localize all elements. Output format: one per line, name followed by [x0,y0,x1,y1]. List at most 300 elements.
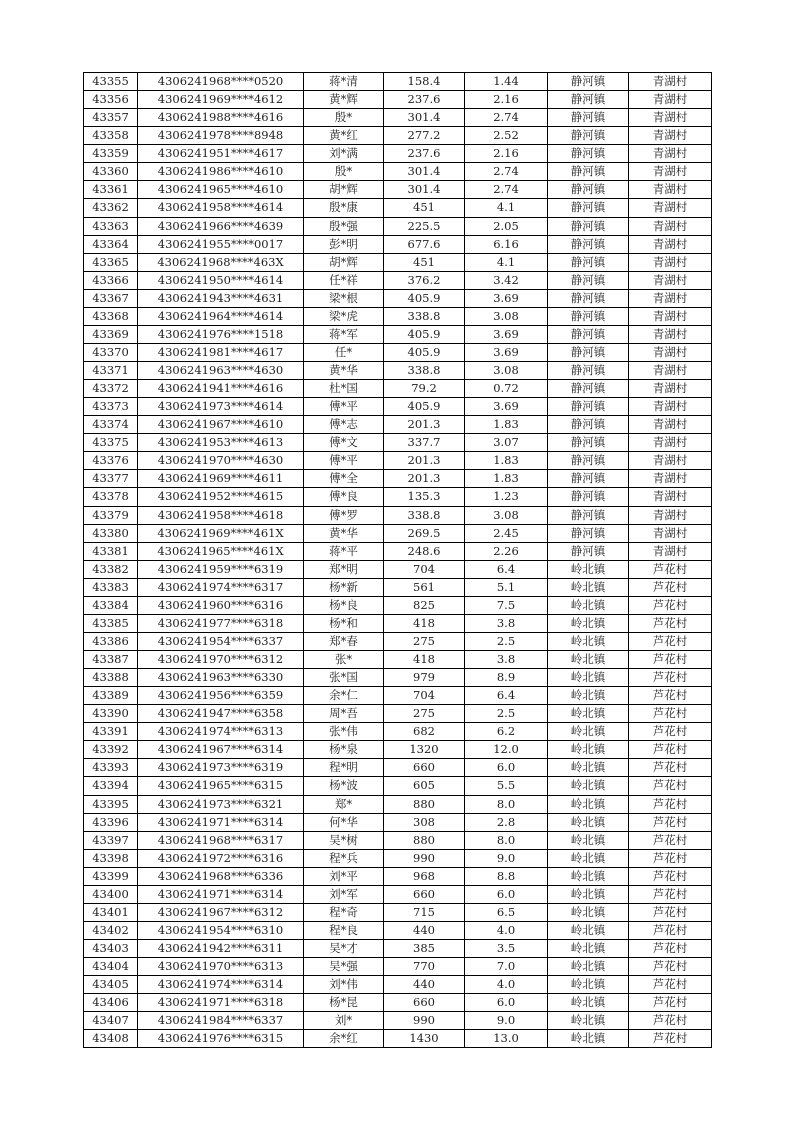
id-number-cell: 4306241964****4614 [138,307,304,325]
area-cell: 6.2 [465,723,548,741]
town-cell: 静河镇 [548,199,629,217]
town-cell: 岭北镇 [548,831,629,849]
town-cell: 岭北镇 [548,560,629,578]
area-cell: 2.74 [465,181,548,199]
village-cell: 青湖村 [629,506,712,524]
id-number-cell: 4306241976****6315 [138,1030,304,1048]
town-cell: 岭北镇 [548,867,629,885]
area-cell: 6.0 [465,885,548,903]
serial-number-cell: 43357 [84,109,138,127]
name-cell: 杨*泉 [304,741,384,759]
serial-number-cell: 43388 [84,669,138,687]
area-cell: 8.9 [465,669,548,687]
id-number-cell: 4306241974****6317 [138,578,304,596]
serial-number-cell: 43355 [84,73,138,91]
name-cell: 傅*志 [304,416,384,434]
amount-cell: 338.8 [384,506,465,524]
serial-number-cell: 43378 [84,488,138,506]
table-row [84,976,712,994]
area-cell: 6.4 [465,687,548,705]
serial-number-cell: 43364 [84,235,138,253]
serial-number-cell: 43359 [84,145,138,163]
area-cell: 6.0 [465,994,548,1012]
table-row [84,741,712,759]
name-cell: 蒋*军 [304,325,384,343]
town-cell: 静河镇 [548,253,629,271]
id-number-cell: 4306241972****6316 [138,849,304,867]
village-cell: 芦花村 [629,867,712,885]
id-number-cell: 4306241966****4639 [138,217,304,235]
name-cell: 彭*明 [304,235,384,253]
table-row [84,380,712,398]
amount-cell: 385 [384,940,465,958]
name-cell: 杨*和 [304,614,384,632]
town-cell: 静河镇 [548,470,629,488]
amount-cell: 561 [384,578,465,596]
table-row [84,416,712,434]
amount-cell: 682 [384,723,465,741]
table-row [84,307,712,325]
village-cell: 青湖村 [629,91,712,109]
village-cell: 青湖村 [629,163,712,181]
id-number-cell: 4306241943****4631 [138,289,304,307]
serial-number-cell: 43380 [84,524,138,542]
area-cell: 6.4 [465,560,548,578]
name-cell: 郑*明 [304,560,384,578]
table-row [84,362,712,380]
id-number-cell: 4306241986****4610 [138,163,304,181]
table-row [84,831,712,849]
table-row [84,687,712,705]
name-cell: 程*明 [304,759,384,777]
id-number-cell: 4306241969****4612 [138,91,304,109]
name-cell: 梁*根 [304,289,384,307]
serial-number-cell: 43389 [84,687,138,705]
village-cell: 芦花村 [629,795,712,813]
village-cell: 芦花村 [629,976,712,994]
table-row [84,163,712,181]
area-cell: 1.44 [465,73,548,91]
amount-cell: 79.2 [384,380,465,398]
table-row [84,994,712,1012]
amount-cell: 301.4 [384,181,465,199]
id-number-cell: 4306241947****6358 [138,705,304,723]
area-cell: 3.08 [465,307,548,325]
amount-cell: 275 [384,632,465,650]
village-cell: 芦花村 [629,777,712,795]
town-cell: 静河镇 [548,343,629,361]
town-cell: 岭北镇 [548,976,629,994]
table-row [84,885,712,903]
village-cell: 青湖村 [629,289,712,307]
name-cell: 刘*伟 [304,976,384,994]
name-cell: 余*红 [304,1030,384,1048]
id-number-cell: 4306241950****4614 [138,271,304,289]
id-number-cell: 4306241970****4630 [138,452,304,470]
table-row [84,325,712,343]
id-number-cell: 4306241967****6314 [138,741,304,759]
village-cell: 芦花村 [629,885,712,903]
town-cell: 静河镇 [548,307,629,325]
serial-number-cell: 43366 [84,271,138,289]
name-cell: 程*良 [304,921,384,939]
village-cell: 青湖村 [629,307,712,325]
id-number-cell: 4306241971****6314 [138,885,304,903]
area-cell: 2.45 [465,524,548,542]
serial-number-cell: 43404 [84,958,138,976]
amount-cell: 225.5 [384,217,465,235]
id-number-cell: 4306241941****4616 [138,380,304,398]
town-cell: 静河镇 [548,127,629,145]
amount-cell: 704 [384,560,465,578]
amount-cell: 677.6 [384,235,465,253]
amount-cell: 880 [384,795,465,813]
village-cell: 芦花村 [629,849,712,867]
table-row [84,289,712,307]
village-cell: 芦花村 [629,940,712,958]
serial-number-cell: 43376 [84,452,138,470]
area-cell: 3.42 [465,271,548,289]
village-cell: 青湖村 [629,470,712,488]
village-cell: 芦花村 [629,687,712,705]
amount-cell: 301.4 [384,109,465,127]
village-cell: 青湖村 [629,325,712,343]
amount-cell: 660 [384,759,465,777]
amount-cell: 660 [384,994,465,1012]
amount-cell: 405.9 [384,325,465,343]
table-row [84,506,712,524]
amount-cell: 201.3 [384,452,465,470]
table-row [84,813,712,831]
id-number-cell: 4306241973****6319 [138,759,304,777]
name-cell: 傅*良 [304,488,384,506]
amount-cell: 248.6 [384,542,465,560]
area-cell: 3.8 [465,614,548,632]
table-row [84,669,712,687]
name-cell: 胡*辉 [304,253,384,271]
name-cell: 杨*昆 [304,994,384,1012]
village-cell: 芦花村 [629,596,712,614]
name-cell: 任* [304,343,384,361]
area-cell: 2.5 [465,632,548,650]
serial-number-cell: 43408 [84,1030,138,1048]
serial-number-cell: 43399 [84,867,138,885]
serial-number-cell: 43356 [84,91,138,109]
serial-number-cell: 43387 [84,651,138,669]
serial-number-cell: 43383 [84,578,138,596]
amount-cell: 338.8 [384,362,465,380]
id-number-cell: 4306241965****6315 [138,777,304,795]
name-cell: 刘* [304,1012,384,1030]
serial-number-cell: 43393 [84,759,138,777]
town-cell: 岭北镇 [548,777,629,795]
id-number-cell: 4306241976****1518 [138,325,304,343]
serial-number-cell: 43362 [84,199,138,217]
name-cell: 杨*波 [304,777,384,795]
serial-number-cell: 43391 [84,723,138,741]
id-number-cell: 4306241965****461X [138,542,304,560]
village-cell: 芦花村 [629,669,712,687]
table-row [84,723,712,741]
id-number-cell: 4306241978****8948 [138,127,304,145]
amount-cell: 660 [384,885,465,903]
table-row [84,795,712,813]
id-number-cell: 4306241971****6314 [138,813,304,831]
town-cell: 静河镇 [548,73,629,91]
id-number-cell: 4306241963****6330 [138,669,304,687]
area-cell: 4.0 [465,976,548,994]
amount-cell: 1430 [384,1030,465,1048]
table-row [84,705,712,723]
name-cell: 刘*满 [304,145,384,163]
name-cell: 傅*罗 [304,506,384,524]
serial-number-cell: 43368 [84,307,138,325]
amount-cell: 201.3 [384,470,465,488]
amount-cell: 825 [384,596,465,614]
area-cell: 2.16 [465,145,548,163]
amount-cell: 275 [384,705,465,723]
table-row [84,632,712,650]
id-number-cell: 4306241968****6317 [138,831,304,849]
amount-cell: 135.3 [384,488,465,506]
name-cell: 周*吾 [304,705,384,723]
village-cell: 青湖村 [629,416,712,434]
town-cell: 静河镇 [548,506,629,524]
town-cell: 岭北镇 [548,614,629,632]
serial-number-cell: 43396 [84,813,138,831]
id-number-cell: 4306241960****6316 [138,596,304,614]
area-cell: 12.0 [465,741,548,759]
town-cell: 静河镇 [548,91,629,109]
area-cell: 6.5 [465,903,548,921]
serial-number-cell: 43385 [84,614,138,632]
village-cell: 青湖村 [629,542,712,560]
serial-number-cell: 43392 [84,741,138,759]
village-cell: 芦花村 [629,813,712,831]
village-cell: 芦花村 [629,759,712,777]
id-number-cell: 4306241984****6337 [138,1012,304,1030]
town-cell: 岭北镇 [548,578,629,596]
area-cell: 8.0 [465,795,548,813]
id-number-cell: 4306241965****4610 [138,181,304,199]
amount-cell: 269.5 [384,524,465,542]
id-number-cell: 4306241956****6359 [138,687,304,705]
town-cell: 岭北镇 [548,903,629,921]
serial-number-cell: 43382 [84,560,138,578]
table-row [84,109,712,127]
town-cell: 岭北镇 [548,921,629,939]
amount-cell: 158.4 [384,73,465,91]
serial-number-cell: 43386 [84,632,138,650]
area-cell: 3.69 [465,343,548,361]
id-number-cell: 4306241973****6321 [138,795,304,813]
name-cell: 傅*平 [304,398,384,416]
serial-number-cell: 43360 [84,163,138,181]
area-cell: 3.5 [465,940,548,958]
table-row [84,271,712,289]
area-cell: 1.23 [465,488,548,506]
id-number-cell: 4306241963****4630 [138,362,304,380]
area-cell: 3.69 [465,325,548,343]
name-cell: 黄*华 [304,362,384,380]
area-cell: 7.5 [465,596,548,614]
name-cell: 张*国 [304,669,384,687]
village-cell: 青湖村 [629,109,712,127]
name-cell: 黄*华 [304,524,384,542]
town-cell: 静河镇 [548,488,629,506]
village-cell: 芦花村 [629,632,712,650]
id-number-cell: 4306241959****6319 [138,560,304,578]
town-cell: 岭北镇 [548,994,629,1012]
table-row [84,759,712,777]
serial-number-cell: 43361 [84,181,138,199]
village-cell: 芦花村 [629,903,712,921]
area-cell: 1.83 [465,452,548,470]
area-cell: 0.72 [465,380,548,398]
name-cell: 杜*国 [304,380,384,398]
id-number-cell: 4306241955****0017 [138,235,304,253]
area-cell: 13.0 [465,1030,548,1048]
table-row [84,1030,712,1048]
area-cell: 3.08 [465,506,548,524]
serial-number-cell: 43375 [84,434,138,452]
amount-cell: 418 [384,651,465,669]
id-number-cell: 4306241954****6310 [138,921,304,939]
village-cell: 青湖村 [629,398,712,416]
name-cell: 刘*平 [304,867,384,885]
serial-number-cell: 43405 [84,976,138,994]
amount-cell: 770 [384,958,465,976]
amount-cell: 337.7 [384,434,465,452]
amount-cell: 990 [384,1012,465,1030]
town-cell: 静河镇 [548,109,629,127]
amount-cell: 440 [384,976,465,994]
town-cell: 静河镇 [548,325,629,343]
village-cell: 芦花村 [629,578,712,596]
serial-number-cell: 43373 [84,398,138,416]
village-cell: 芦花村 [629,831,712,849]
name-cell: 何*华 [304,813,384,831]
town-cell: 静河镇 [548,434,629,452]
village-cell: 青湖村 [629,127,712,145]
name-cell: 刘*军 [304,885,384,903]
area-cell: 2.05 [465,217,548,235]
area-cell: 2.26 [465,542,548,560]
name-cell: 蒋*平 [304,542,384,560]
town-cell: 静河镇 [548,289,629,307]
serial-number-cell: 43372 [84,380,138,398]
amount-cell: 201.3 [384,416,465,434]
name-cell: 傅*平 [304,452,384,470]
serial-number-cell: 43394 [84,777,138,795]
id-number-cell: 4306241958****4614 [138,199,304,217]
town-cell: 岭北镇 [548,958,629,976]
serial-number-cell: 43398 [84,849,138,867]
amount-cell: 405.9 [384,343,465,361]
town-cell: 岭北镇 [548,813,629,831]
serial-number-cell: 43377 [84,470,138,488]
village-cell: 芦花村 [629,1030,712,1048]
amount-cell: 968 [384,867,465,885]
amount-cell: 237.6 [384,145,465,163]
area-cell: 5.5 [465,777,548,795]
area-cell: 4.0 [465,921,548,939]
amount-cell: 301.4 [384,163,465,181]
town-cell: 岭北镇 [548,849,629,867]
village-cell: 芦花村 [629,958,712,976]
area-cell: 5.1 [465,578,548,596]
serial-number-cell: 43370 [84,343,138,361]
area-cell: 2.5 [465,705,548,723]
name-cell: 殷*强 [304,217,384,235]
village-cell: 青湖村 [629,253,712,271]
area-cell: 1.83 [465,470,548,488]
table-row [84,542,712,560]
village-cell: 青湖村 [629,145,712,163]
id-number-cell: 4306241968****0520 [138,73,304,91]
name-cell: 吴*才 [304,940,384,958]
name-cell: 胡*辉 [304,181,384,199]
name-cell: 张* [304,651,384,669]
table-row [84,398,712,416]
village-cell: 芦花村 [629,921,712,939]
town-cell: 静河镇 [548,163,629,181]
area-cell: 2.16 [465,91,548,109]
name-cell: 殷* [304,109,384,127]
table-row [84,1012,712,1030]
town-cell: 静河镇 [548,362,629,380]
table-row [84,181,712,199]
table-row [84,560,712,578]
id-number-cell: 4306241954****6337 [138,632,304,650]
serial-number-cell: 43407 [84,1012,138,1030]
town-cell: 岭北镇 [548,1030,629,1048]
table-row [84,488,712,506]
serial-number-cell: 43406 [84,994,138,1012]
table-body [84,73,712,1048]
serial-number-cell: 43381 [84,542,138,560]
id-number-cell: 4306241967****4610 [138,416,304,434]
name-cell: 殷*康 [304,199,384,217]
area-cell: 2.8 [465,813,548,831]
village-cell: 芦花村 [629,723,712,741]
area-cell: 2.74 [465,109,548,127]
amount-cell: 715 [384,903,465,921]
serial-number-cell: 43379 [84,506,138,524]
id-number-cell: 4306241967****6312 [138,903,304,921]
amount-cell: 405.9 [384,398,465,416]
town-cell: 岭北镇 [548,741,629,759]
serial-number-cell: 43401 [84,903,138,921]
amount-cell: 1320 [384,741,465,759]
area-cell: 7.0 [465,958,548,976]
village-cell: 青湖村 [629,73,712,91]
id-number-cell: 4306241953****4613 [138,434,304,452]
id-number-cell: 4306241977****6318 [138,614,304,632]
area-cell: 3.69 [465,289,548,307]
town-cell: 静河镇 [548,181,629,199]
village-cell: 青湖村 [629,271,712,289]
table-row [84,614,712,632]
id-number-cell: 4306241974****6314 [138,976,304,994]
name-cell: 任*祥 [304,271,384,289]
table-row [84,524,712,542]
id-number-cell: 4306241974****6313 [138,723,304,741]
id-number-cell: 4306241968****463X [138,253,304,271]
id-number-cell: 4306241942****6311 [138,940,304,958]
town-cell: 岭北镇 [548,885,629,903]
table-row [84,434,712,452]
